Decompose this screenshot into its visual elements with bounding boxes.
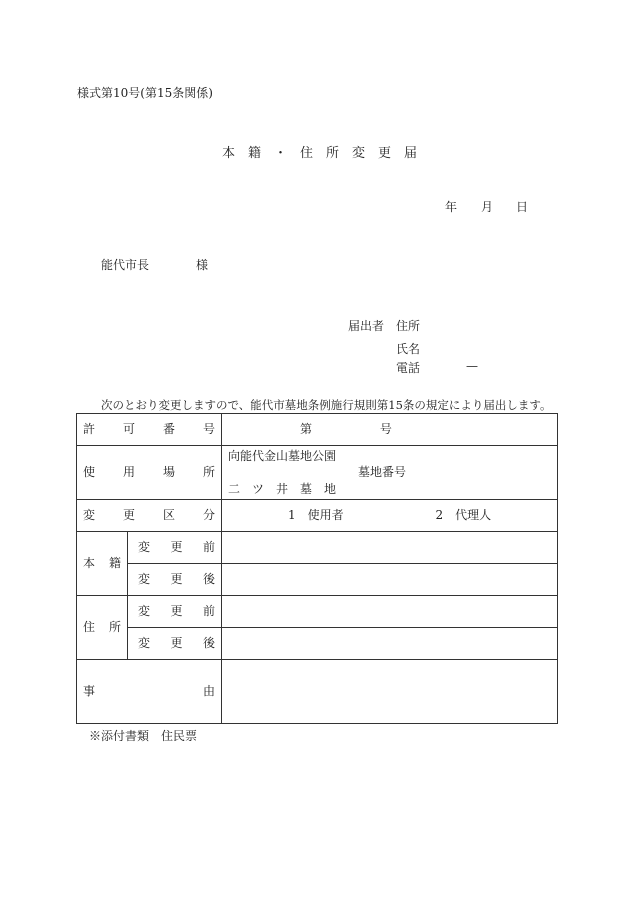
- reason-row: [77, 660, 558, 724]
- addressee-name: 能代市長: [101, 258, 150, 272]
- addressee-honorific: 様: [196, 258, 209, 272]
- reason-label-char: 事: [83, 684, 96, 699]
- applicant-name-label: 氏名: [396, 342, 421, 356]
- domicile-after-char: 更: [170, 572, 183, 587]
- domicile-after-field[interactable]: [222, 564, 558, 596]
- date-year-label: 年: [445, 200, 458, 214]
- address-after-char: 変: [138, 636, 151, 651]
- address-before-row: [77, 596, 558, 628]
- address-before-field[interactable]: [222, 596, 558, 628]
- permit-label-char: 可: [122, 422, 135, 437]
- phone-separator: —: [466, 359, 478, 373]
- category-label-char: 分: [202, 508, 215, 523]
- location-label-cell: [77, 446, 222, 500]
- applicant-phone-label: 電話: [396, 361, 421, 375]
- reason-label-cell: [77, 660, 222, 724]
- category-label-char: 更: [122, 508, 135, 523]
- address-before-char: 前: [202, 604, 215, 619]
- address-after-label: [128, 628, 222, 660]
- location-row: [77, 446, 558, 500]
- address-before-label: [128, 596, 222, 628]
- date-month-label: 月: [481, 200, 494, 214]
- location-label-char: 場: [162, 465, 175, 480]
- applicant-label: 届出者: [348, 319, 385, 333]
- category-option-agent[interactable]: 2 代理人: [435, 508, 492, 523]
- permit-label-cell: [77, 414, 222, 446]
- change-form-table: [76, 413, 558, 724]
- plot-number-label: 墓地番号: [358, 465, 407, 480]
- domicile-after-char: 後: [202, 572, 215, 587]
- location-label-char: 使: [83, 465, 96, 480]
- address-before-char: 変: [138, 604, 151, 619]
- cemetery-name: 向能代金山墓地公園: [228, 449, 337, 464]
- domicile-after-row: [77, 564, 558, 596]
- reason-field[interactable]: [222, 660, 558, 724]
- cemetery-area: 二 ツ 井 墓 地: [228, 481, 337, 496]
- permit-label-char: 号: [202, 422, 215, 437]
- permit-label-char: 許: [83, 422, 96, 437]
- domicile-label-char: 本: [83, 556, 96, 571]
- category-option-user[interactable]: 1 使用者: [288, 508, 344, 523]
- domicile-before-field[interactable]: [222, 532, 558, 564]
- address-after-char: 更: [170, 636, 183, 651]
- address-label-char: 住: [83, 620, 96, 635]
- date-day-label: 日: [516, 200, 529, 214]
- domicile-before-char: 前: [202, 540, 215, 555]
- category-label-cell: [77, 500, 222, 532]
- domicile-before-label: [128, 532, 222, 564]
- address-after-char: 後: [202, 636, 215, 651]
- reason-label-char: 由: [202, 684, 215, 699]
- domicile-label-char: 籍: [108, 556, 121, 571]
- domicile-after-label: [128, 564, 222, 596]
- permit-suffix: 号: [379, 422, 392, 437]
- location-label-char: 用: [122, 465, 135, 480]
- permit-number-field[interactable]: [222, 414, 558, 446]
- permit-row: [77, 414, 558, 446]
- category-row: [77, 500, 558, 532]
- domicile-before-row: [77, 532, 558, 564]
- address-before-char: 更: [170, 604, 183, 619]
- intro-statement: 次のとおり変更しますので、能代市墓地条例施行規則第15条の規定により届出します。: [101, 398, 552, 412]
- domicile-before-char: 更: [170, 540, 183, 555]
- address-label-cell: [77, 596, 128, 660]
- applicant-address-label: 住所: [396, 319, 421, 333]
- permit-label-char: 番: [162, 422, 175, 437]
- category-label-char: 区: [162, 508, 175, 523]
- domicile-before-char: 変: [138, 540, 151, 555]
- domicile-after-char: 変: [138, 572, 151, 587]
- address-after-field[interactable]: [222, 628, 558, 660]
- permit-prefix: 第: [300, 422, 313, 437]
- location-field[interactable]: [222, 446, 558, 500]
- category-field[interactable]: [222, 500, 558, 532]
- location-label-char: 所: [202, 465, 215, 480]
- attachments-note: ※添付書類 住民票: [89, 729, 198, 743]
- domicile-label-cell: [77, 532, 128, 596]
- address-after-row: [77, 628, 558, 660]
- address-label-char: 所: [108, 620, 121, 635]
- form-number: 様式第10号(第15条関係): [77, 86, 213, 100]
- document-title: 本 籍 ・ 住 所 変 更 届: [222, 146, 418, 161]
- category-label-char: 変: [83, 508, 96, 523]
